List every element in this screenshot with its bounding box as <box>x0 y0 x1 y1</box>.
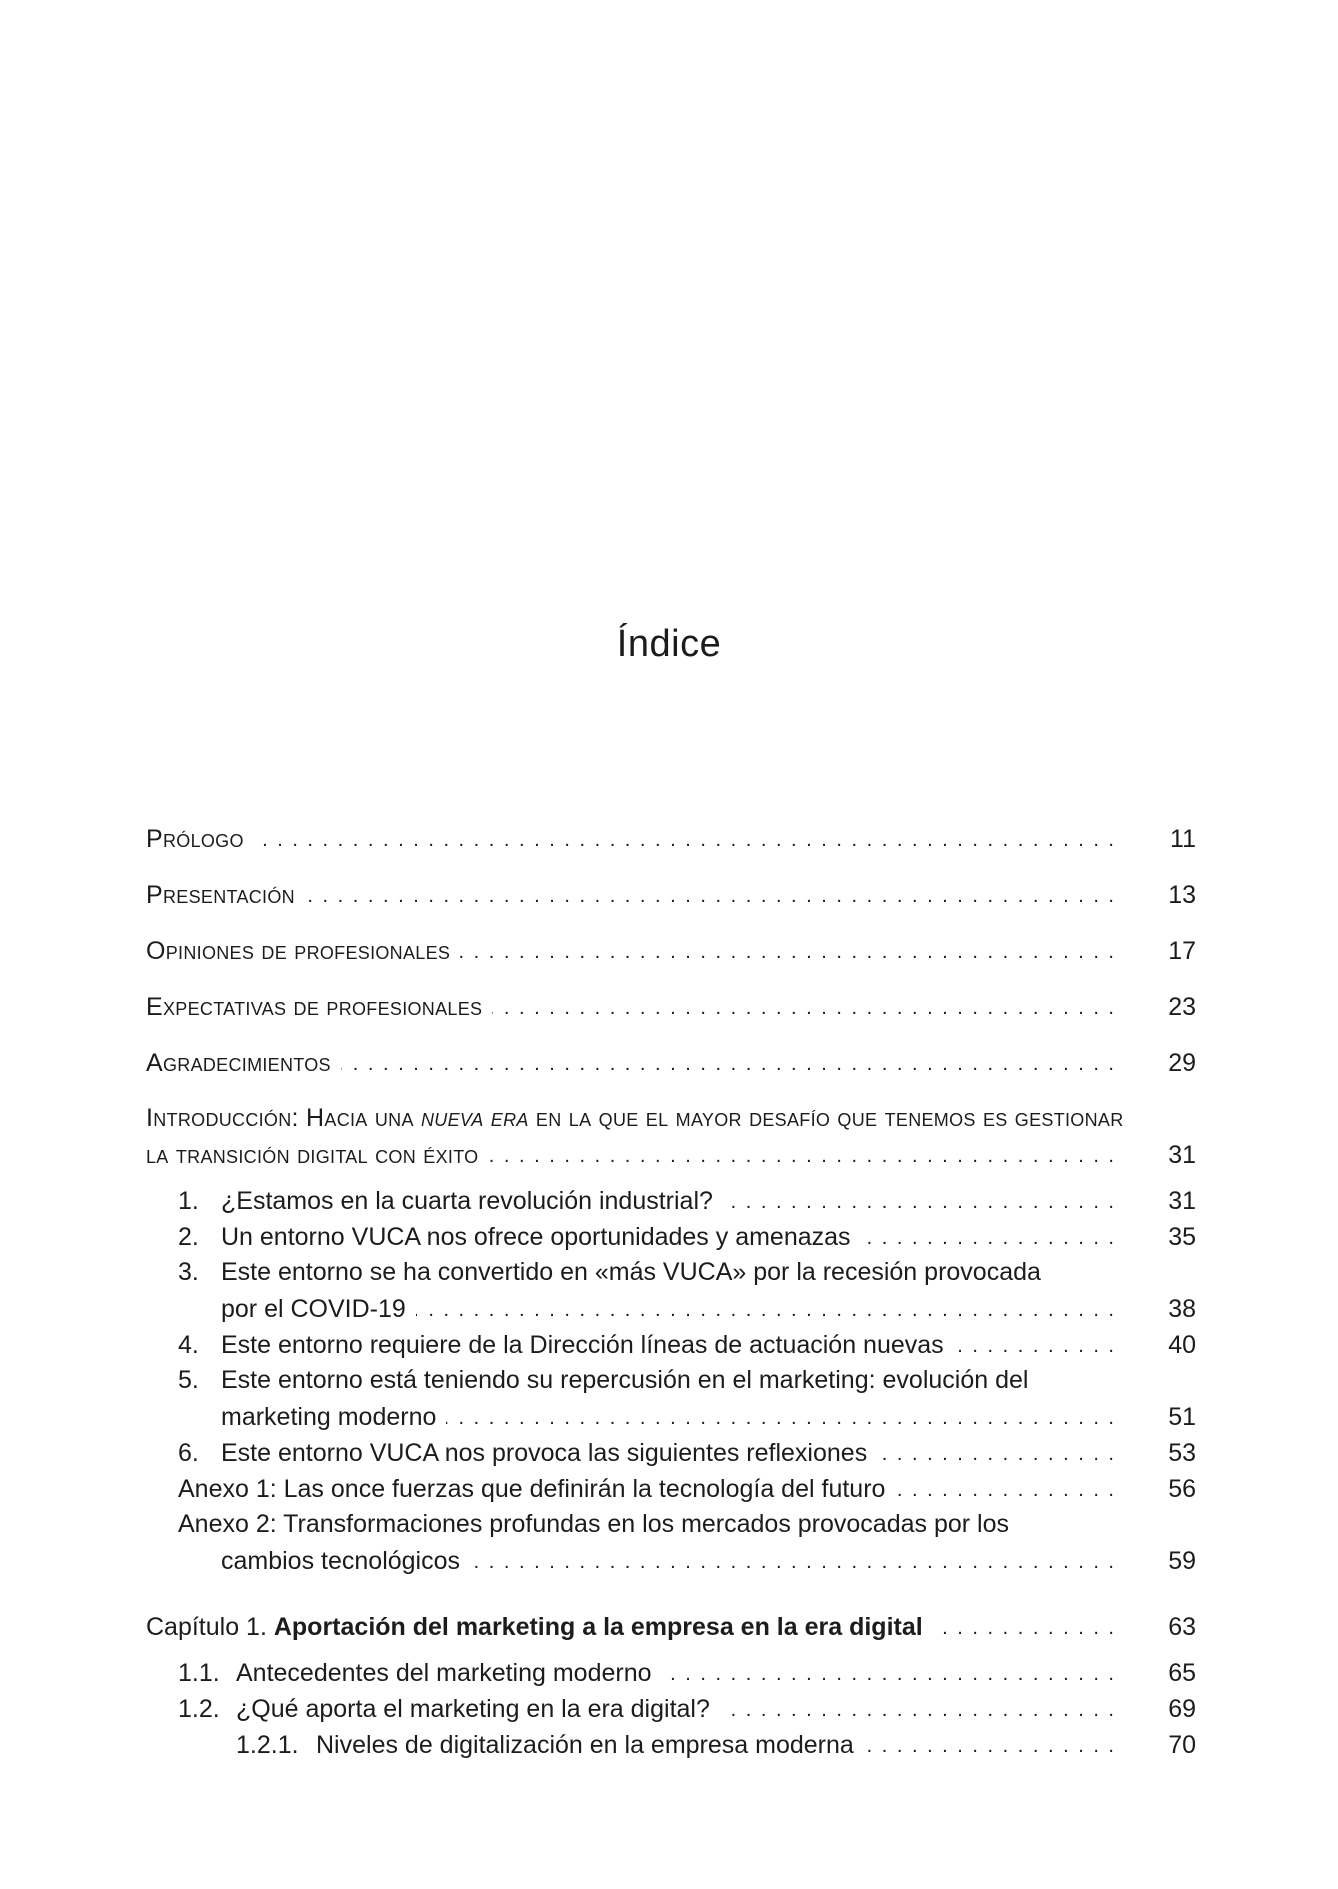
toc-label: Aportación del marketing a la empresa en la era digital <box>273 1613 923 1641</box>
toc-label: Un entorno VUCA nos ofrece oportunidades y amenazas <box>221 1223 851 1251</box>
toc-label: marketing moderno <box>221 1403 437 1431</box>
dot-leader <box>341 1048 1116 1078</box>
toc-page: 38 <box>1168 1295 1196 1323</box>
dot-leader <box>305 880 1116 910</box>
toc-page: 53 <box>1168 1439 1196 1467</box>
dot-leader <box>662 1658 1116 1688</box>
toc-page: 65 <box>1168 1659 1196 1687</box>
dot-leader <box>933 1612 1116 1642</box>
toc-entry-5[interactable] <box>221 1402 1196 1432</box>
toc-page: 35 <box>1168 1223 1196 1251</box>
toc-entry-1-1[interactable]: 1.1. Antecedentes del marketing moderno . . . 65 <box>178 1658 1196 1688</box>
dot-leader <box>416 1294 1116 1324</box>
toc-label: Este entorno requiere de la Dirección líneas de actuación nuevas <box>221 1331 944 1359</box>
toc-entry-6[interactable]: 6. Este entorno VUCA nos provoca las siguientes reflexiones . . . 53 <box>178 1438 1196 1468</box>
toc-entry-1-2[interactable]: 1.2. ¿Qué aporta el marketing en la era digital? . . . 69 <box>178 1694 1196 1724</box>
toc-page: 69 <box>1168 1695 1196 1723</box>
toc-entry-3-line1[interactable]: 3. Este entorno se ha convertido en «más VUCA» por la recesión provocada <box>178 1258 1041 1286</box>
toc-entry-presentacion[interactable] <box>146 880 1196 910</box>
toc-entry-1-2-1[interactable]: 1.2.1. Niveles de digitalización en la empresa moderna . . . 70 <box>236 1730 1196 1760</box>
toc-page: 13 <box>1168 881 1196 909</box>
chapter-prefix: Capítulo 1. <box>146 1613 274 1641</box>
toc-entry-prologo[interactable] <box>146 824 1196 854</box>
toc-page: 63 <box>1168 1613 1196 1641</box>
toc-page: 59 <box>1168 1547 1196 1575</box>
toc-page: 51 <box>1168 1403 1196 1431</box>
toc-page: 29 <box>1168 1049 1196 1077</box>
toc-label: Antecedentes del marketing moderno <box>236 1659 652 1687</box>
dot-leader <box>460 936 1116 966</box>
toc-page: 23 <box>1168 993 1196 1021</box>
toc-page: 56 <box>1168 1475 1196 1503</box>
dot-leader <box>492 992 1116 1022</box>
page-title: Índice <box>616 623 722 666</box>
dot-leader <box>877 1438 1116 1468</box>
dot-leader <box>254 824 1116 854</box>
dot-leader <box>488 1140 1116 1170</box>
toc-page: 11 <box>1170 825 1196 853</box>
dot-leader <box>954 1330 1116 1360</box>
toc-page: 40 <box>1168 1331 1196 1359</box>
toc-entry-introduccion-line1[interactable]: Introducción: Hacia una nueva era en la que el mayor desafío que tenemos es gestionar <box>146 1104 1124 1132</box>
toc-entry-expectativas[interactable] <box>146 992 1196 1022</box>
dot-leader <box>895 1474 1116 1504</box>
toc-entry-5-line1[interactable]: 5. Este entorno está teniendo su repercusión en el marketing: evolución del <box>178 1366 1029 1394</box>
toc-page: 31 <box>1168 1141 1196 1169</box>
toc-label: Niveles de digitalización en la empresa moderna <box>316 1731 854 1759</box>
toc-page: 17 <box>1168 937 1196 965</box>
toc-label: por el COVID-19 <box>221 1295 406 1323</box>
toc-entry-introduccion[interactable] <box>146 1140 1196 1170</box>
toc-page: 70 <box>1168 1731 1196 1759</box>
toc-entry-opiniones[interactable] <box>146 936 1196 966</box>
toc-entry-agradecimientos[interactable] <box>146 1048 1196 1078</box>
dot-leader <box>446 1402 1116 1432</box>
toc-label: Expectativas de profesionales <box>146 993 483 1021</box>
dot-leader <box>723 1186 1116 1216</box>
dot-leader <box>864 1730 1116 1760</box>
toc-entry-capitulo-1[interactable] <box>146 1612 1196 1642</box>
toc-label: Opiniones de profesionales <box>146 937 451 965</box>
toc-label: Agradecimientos <box>146 1049 331 1077</box>
toc-label: cambios tecnológicos <box>221 1547 461 1575</box>
toc-label: Anexo 1: Las once fuerzas que definirán la tecnología del futuro <box>178 1475 886 1503</box>
toc-entry-anexo-1[interactable] <box>178 1474 1196 1504</box>
toc-page: 31 <box>1168 1187 1196 1215</box>
toc-label: Prólogo <box>146 825 244 853</box>
toc-entry-anexo-2[interactable] <box>221 1546 1196 1576</box>
toc-entry-3[interactable] <box>221 1294 1196 1324</box>
toc-entry-anexo-2-line1[interactable]: Anexo 2: Transformaciones profundas en los mercados provocadas por los <box>178 1510 1010 1538</box>
toc-label: Este entorno VUCA nos provoca las siguientes reflexiones <box>221 1439 868 1467</box>
toc-entry-4[interactable]: 4. Este entorno requiere de la Dirección líneas de actuación nuevas . . . 40 <box>178 1330 1196 1360</box>
toc-label: ¿Estamos en la cuarta revolución industrial? <box>221 1187 713 1215</box>
dot-leader <box>470 1546 1116 1576</box>
toc-entry-1[interactable]: 1. ¿Estamos en la cuarta revolución industrial? . . . 31 <box>178 1186 1196 1216</box>
toc-label: ¿Qué aporta el marketing en la era digital? <box>236 1695 710 1723</box>
dot-leader <box>720 1694 1116 1724</box>
toc-label: la transición digital con éxito <box>146 1141 479 1169</box>
toc-entry-2[interactable]: 2. Un entorno VUCA nos ofrece oportunidades y amenazas . . . 35 <box>178 1222 1196 1252</box>
dot-leader <box>861 1222 1116 1252</box>
toc-label: Presentación <box>146 881 295 909</box>
